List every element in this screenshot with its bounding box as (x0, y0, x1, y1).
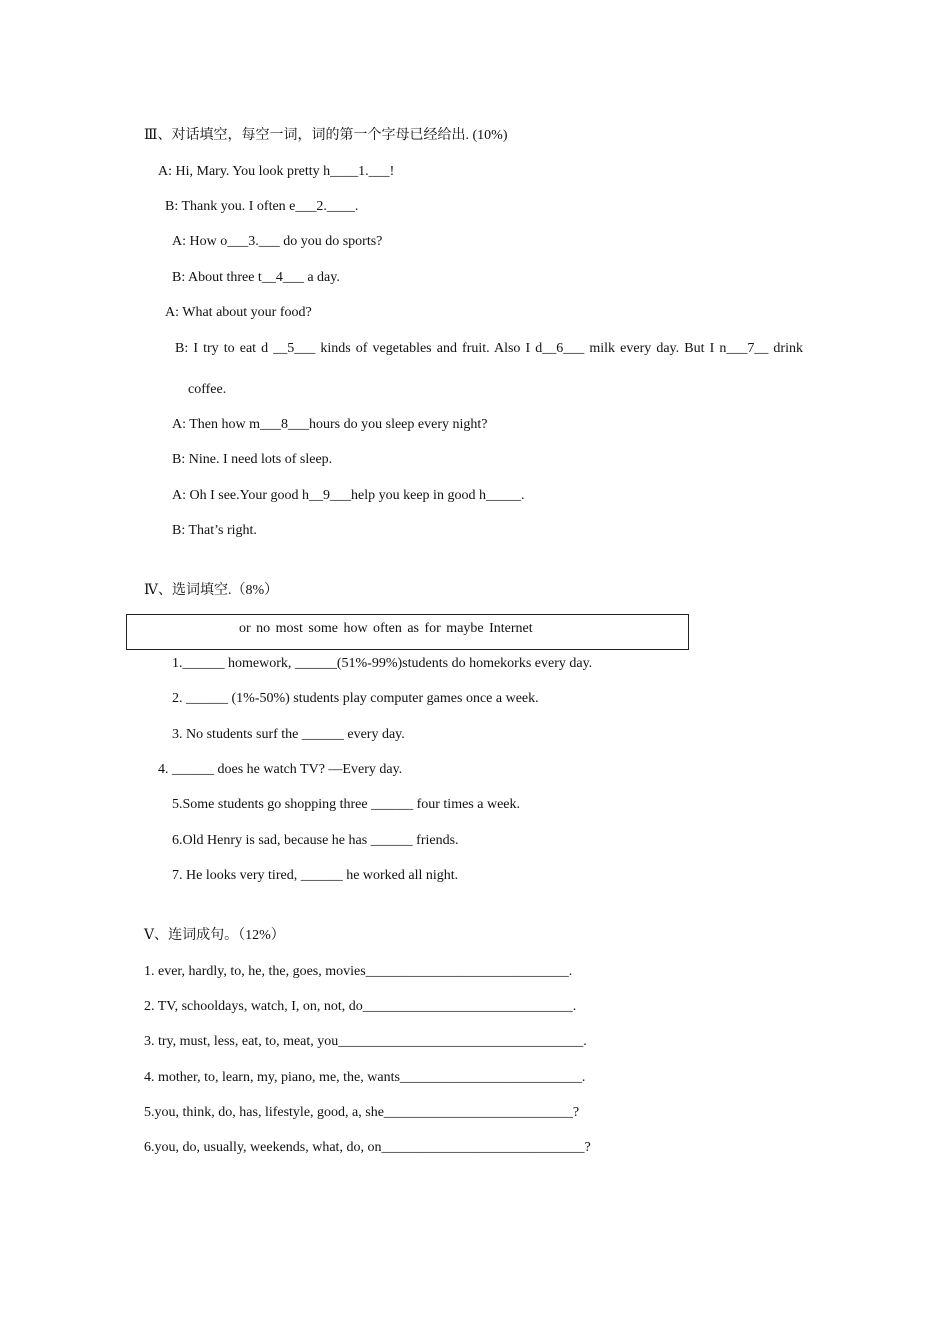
dialogue-line-continued: coffee. (188, 382, 227, 397)
sentence-question: 5.you, think, do, has, lifestyle, good, a, she___________________________? (144, 1105, 580, 1120)
dialogue-line: A: How o___3.___ do you do sports? (172, 234, 383, 249)
sentence-question: 1. ever, hardly, to, he, the, goes, movies_____________________________. (144, 964, 573, 979)
dialogue-line: A: Then how m___8___hours do you sleep every night? (172, 417, 488, 432)
dialogue-line: B: I try to eat d __5___ kinds of vegetables and fruit. Also I d__6___ milk every day. But I n___7__ drink (175, 341, 803, 356)
word-bank-words: or no most some how often as for maybe Internet (239, 621, 533, 636)
fill-in-question: 3. No students surf the ______ every day. (172, 727, 405, 742)
fill-in-question: 4. ______ does he watch TV? —Every day. (158, 762, 403, 777)
sentence-question: 6.you, do, usually, weekends, what, do, on_____________________________? (144, 1140, 591, 1155)
sentence-question: 2. TV, schooldays, watch, I, on, not, do______________________________. (144, 999, 577, 1014)
fill-in-question: 7. He looks very tired, ______ he worked all night. (172, 868, 459, 883)
fill-in-question: 5.Some students go shopping three ______ four times a week. (172, 797, 521, 812)
section-3-heading: Ⅲ、对话填空，每空一词，词的第一个字母已经给出. (10%) (144, 128, 508, 143)
dialogue-line: A: Hi, Mary. You look pretty h____1.___! (158, 164, 395, 179)
dialogue-line: A: What about your food? (165, 305, 312, 320)
dialogue-line: B: Thank you. I often e___2.____. (165, 199, 359, 214)
dialogue-line: A: Oh I see.Your good h__9___help you keep in good h_____. (172, 488, 525, 503)
dialogue-line: B: About three t__4___ a day. (172, 270, 340, 285)
fill-in-question: 6.Old Henry is sad, because he has ______ friends. (172, 833, 459, 848)
section-5-heading: Ⅴ、连词成句。（12%） (144, 928, 285, 943)
fill-in-question: 1.______ homework, ______(51%-99%)students do homekorks every day. (172, 656, 593, 671)
sentence-question: 3. try, must, less, eat, to, meat, you___________________________________. (144, 1034, 587, 1049)
dialogue-line: B: Nine. I need lots of sleep. (172, 452, 333, 467)
sentence-question: 4. mother, to, learn, my, piano, me, the, wants__________________________. (144, 1070, 586, 1085)
fill-in-question: 2. ______ (1%-50%) students play computer games once a week. (172, 691, 539, 706)
section-4-heading: Ⅳ、选词填空.（8%） (144, 583, 279, 598)
dialogue-line: B: That’s right. (172, 523, 257, 538)
word-bank-box (126, 614, 689, 650)
